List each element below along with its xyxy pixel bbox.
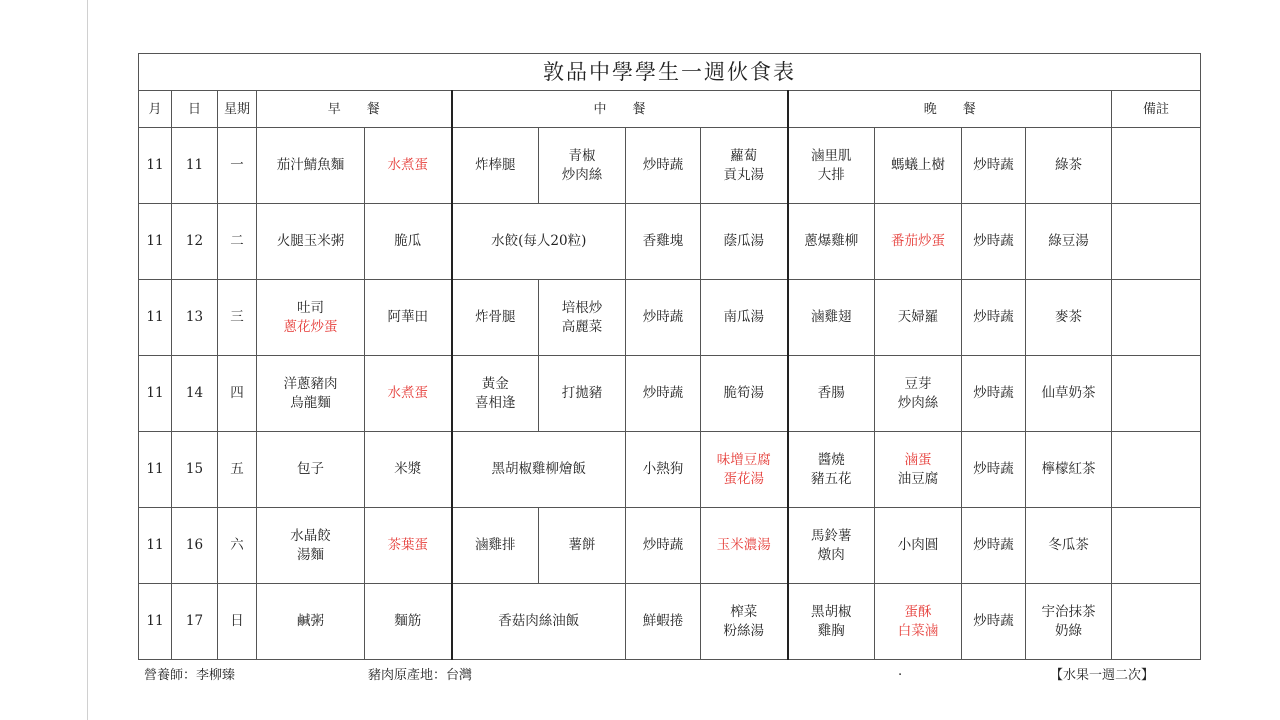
month-cell: 11 [139,432,172,508]
day-cell: 16 [172,508,218,584]
dinner-veg: 炒時蔬 [962,128,1026,204]
dinner-side: 小肉圓 [875,508,962,584]
table-row [139,280,1201,356]
weekday-cell: 三 [218,280,257,356]
lunch-main: 炸骨腿 [452,280,539,356]
month-cell: 11 [139,508,172,584]
fruit-note: 【水果一週二次】 [1050,668,1155,683]
notes-cell [1112,128,1201,204]
dinner-main: 馬鈴薯 燉肉 [788,508,875,584]
breakfast-main: 洋蔥豬肉 烏龍麵 [257,356,365,432]
day-cell: 17 [172,584,218,660]
table-row [139,508,1201,584]
dinner-veg: 炒時蔬 [962,508,1026,584]
header-lunch: 中 餐 [452,91,788,128]
dinner-drink: 宇治抹茶 奶綠 [1026,584,1112,660]
breakfast-main: 包子 [257,432,365,508]
dinner-side: 天婦羅 [875,280,962,356]
dinner-drink: 綠豆湯 [1026,204,1112,280]
dinner-veg: 炒時蔬 [962,432,1026,508]
dinner-main: 滷雞翅 [788,280,875,356]
dinner-veg: 炒時蔬 [962,204,1026,280]
lunch-soup: 脆筍湯 [701,356,788,432]
page-edge-line [87,0,88,720]
lunch-veg: 炒時蔬 [626,356,701,432]
weekday-cell: 六 [218,508,257,584]
lunch-veg: 鮮蝦捲 [626,584,701,660]
breakfast-side: 茶葉蛋 [365,508,452,584]
lunch-veg: 小熱狗 [626,432,701,508]
breakfast-side: 阿華田 [365,280,452,356]
lunch-side: 打拋豬 [539,356,626,432]
weekday-cell: 一 [218,128,257,204]
lunch-main: 香菇肉絲油飯 [452,584,626,660]
notes-cell [1112,356,1201,432]
dinner-veg: 炒時蔬 [962,584,1026,660]
weekday-cell: 二 [218,204,257,280]
lunch-soup: 玉米濃湯 [701,508,788,584]
breakfast-main: 鹹粥 [257,584,365,660]
dinner-main: 香腸 [788,356,875,432]
dinner-veg: 炒時蔬 [962,280,1026,356]
lunch-main: 水餃(每人20粒) [452,204,626,280]
weekday-cell: 四 [218,356,257,432]
notes-cell [1112,508,1201,584]
dinner-main: 蔥爆雞柳 [788,204,875,280]
breakfast-side: 水煮蛋 [365,128,452,204]
month-cell: 11 [139,280,172,356]
table-title: 敦品中學學生一週伙食表 [139,54,1201,91]
lunch-veg: 炒時蔬 [626,280,701,356]
weekly-menu-table [138,53,1201,660]
dinner-side: 豆芽 炒肉絲 [875,356,962,432]
dinner-drink: 仙草奶茶 [1026,356,1112,432]
lunch-soup: 蘿蔔 貢丸湯 [701,128,788,204]
lunch-main: 黑胡椒雞柳燴飯 [452,432,626,508]
breakfast-main: 茄汁鯖魚麵 [257,128,365,204]
dinner-drink: 麥茶 [1026,280,1112,356]
header-breakfast: 早 餐 [257,91,452,128]
dinner-veg: 炒時蔬 [962,356,1026,432]
day-cell: 15 [172,432,218,508]
day-cell: 14 [172,356,218,432]
table-row [139,356,1201,432]
dinner-drink: 綠茶 [1026,128,1112,204]
header-month: 月 [139,91,172,128]
breakfast-main: 吐司 蔥花炒蛋 [257,280,365,356]
day-cell: 12 [172,204,218,280]
month-cell: 11 [139,204,172,280]
header-dinner: 晚 餐 [788,91,1112,128]
lunch-main: 黃金 喜相逢 [452,356,539,432]
header-weekday: 星期 [218,91,257,128]
dinner-side: 蛋酥 白菜滷 [875,584,962,660]
weekday-cell: 五 [218,432,257,508]
dinner-side: 番茄炒蛋 [875,204,962,280]
day-cell: 11 [172,128,218,204]
lunch-soup: 南瓜湯 [701,280,788,356]
dinner-main: 醬燒 豬五花 [788,432,875,508]
breakfast-side: 水煮蛋 [365,356,452,432]
lunch-side: 薯餅 [539,508,626,584]
lunch-main: 炸棒腿 [452,128,539,204]
lunch-soup: 蔭瓜湯 [701,204,788,280]
lunch-main: 滷雞排 [452,508,539,584]
table-row [139,128,1201,204]
lunch-veg: 炒時蔬 [626,508,701,584]
lunch-side: 培根炒 高麗菜 [539,280,626,356]
month-cell: 11 [139,356,172,432]
dinner-main: 滷里肌 大排 [788,128,875,204]
dinner-side: 螞蟻上樹 [875,128,962,204]
lunch-side: 青椒 炒肉絲 [539,128,626,204]
lunch-veg: 香雞塊 [626,204,701,280]
nutritionist-note: 營養師：李柳臻 [144,668,236,683]
header-notes: 備註 [1112,91,1201,128]
header-day: 日 [172,91,218,128]
header-row [139,91,1201,128]
breakfast-side: 麵筋 [365,584,452,660]
table-row [139,204,1201,280]
lunch-soup: 榨菜 粉絲湯 [701,584,788,660]
lunch-soup: 味增豆腐 蛋花湯 [701,432,788,508]
table-row [139,584,1201,660]
notes-cell [1112,204,1201,280]
pork-origin-note: 豬肉原產地：台灣 [368,668,473,683]
table-row [139,432,1201,508]
dinner-drink: 冬瓜茶 [1026,508,1112,584]
breakfast-main: 火腿玉米粥 [257,204,365,280]
month-cell: 11 [139,128,172,204]
dinner-side: 滷蛋 油豆腐 [875,432,962,508]
title-row [139,54,1201,91]
notes-cell [1112,584,1201,660]
notes-cell [1112,432,1201,508]
breakfast-side: 脆瓜 [365,204,452,280]
breakfast-side: 米漿 [365,432,452,508]
weekday-cell: 日 [218,584,257,660]
footer-dot: . [898,664,903,679]
lunch-veg: 炒時蔬 [626,128,701,204]
month-cell: 11 [139,584,172,660]
dinner-drink: 檸檬紅茶 [1026,432,1112,508]
breakfast-main: 水晶餃 湯麵 [257,508,365,584]
dinner-main: 黑胡椒 雞胸 [788,584,875,660]
day-cell: 13 [172,280,218,356]
notes-cell [1112,280,1201,356]
